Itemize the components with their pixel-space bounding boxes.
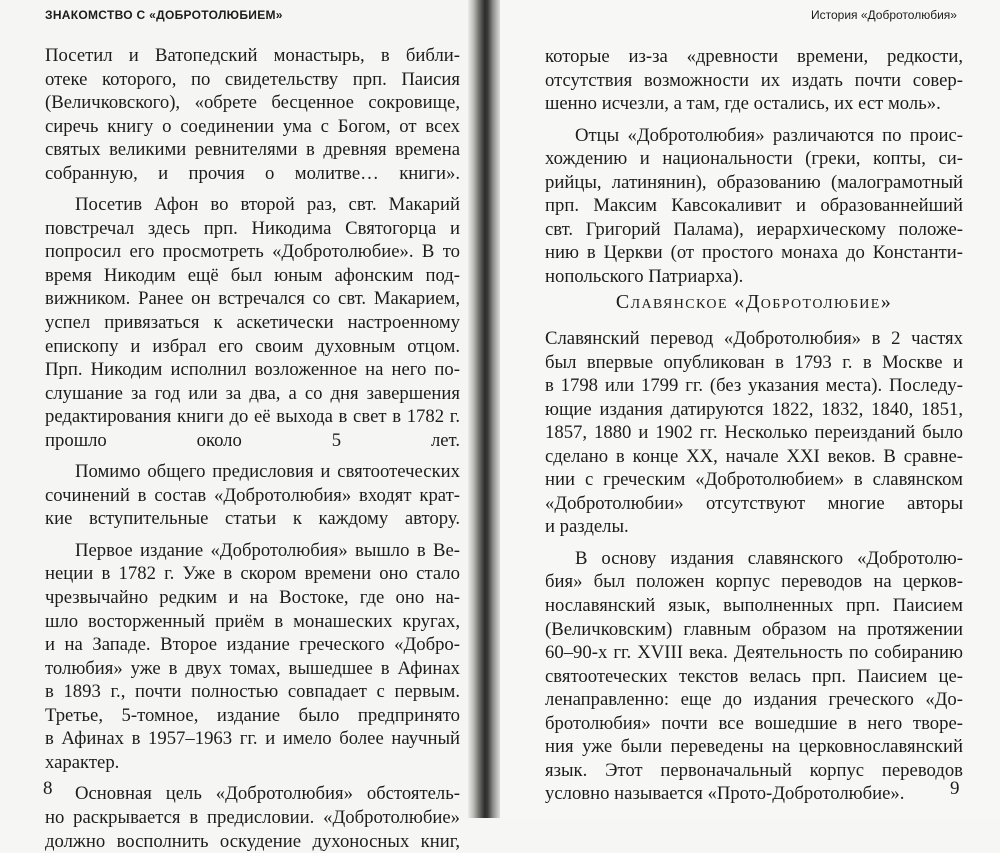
text-line: нославянский язык, выполненных прп. Паисием bbox=[545, 594, 963, 618]
text-line: Посетил и Ватопедский монастырь, в библи- bbox=[45, 44, 460, 68]
text-line: и разделы. bbox=[545, 515, 963, 539]
left-running-head: ЗНАКОМСТВО С «ДОБРОТОЛЮБИЕМ» bbox=[45, 8, 283, 22]
section-heading: Славянское «Добротолюбие» bbox=[545, 291, 963, 314]
paragraph-gap bbox=[545, 116, 963, 124]
text-line: вижником. Ранее он встречался со свт. Макарием, bbox=[45, 287, 460, 311]
text-line: шло восторженный приём в монашеских кругах, bbox=[45, 610, 460, 634]
text-line: слушание за год или за два, а со дня завершения bbox=[45, 382, 460, 406]
text-line: отеке которого, по свидетельству прп. Паисия bbox=[45, 68, 460, 92]
paragraph-gap bbox=[45, 185, 460, 193]
text-line: рийцы, латинянин), образованию (малограмотный bbox=[545, 171, 963, 195]
text-line: язык. Этот первоначальный корпус переводов bbox=[545, 759, 963, 783]
text-line: бия» был положен корпус переводов на церков- bbox=[545, 570, 963, 594]
text-line: святоотеческих текстов велась прп. Паисием це- bbox=[545, 665, 963, 689]
text-line: сделано в конце XX, начале XXI веков. В сравне- bbox=[545, 445, 963, 469]
text-line: был впервые опубликован в 1793 г. в Москве и bbox=[545, 351, 963, 375]
text-line: должно восполнить оскудение духоносных книг, bbox=[45, 830, 460, 853]
text-line: в Афинах в 1957–1963 гг. и имело более научный bbox=[45, 727, 460, 751]
text-line: которые из-за «древности времени, редкости, bbox=[545, 45, 963, 69]
left-page-text bbox=[45, 44, 460, 853]
text-line: Отцы «Добротолюбия» различаются по проис- bbox=[545, 124, 963, 148]
text-line: ния уже были переведены на церковнославянский bbox=[545, 735, 963, 759]
text-line: Посетив Афон во второй раз, свт. Макарий bbox=[45, 193, 460, 217]
text-line: редактирования книги до её выхода в свет в 1782 г. bbox=[45, 405, 460, 429]
text-line: прошло около 5 лет. bbox=[45, 429, 460, 453]
text-line: чрезвычайно редким и на Востоке, где оно на- bbox=[45, 586, 460, 610]
text-line: но раскрывается в предисловии. «Добротолюбие» bbox=[45, 806, 460, 830]
text-line: Помимо общего предисловия и святоотеческих bbox=[45, 460, 460, 484]
text-line: Прп. Никодим исполнил возложенное на него по- bbox=[45, 358, 460, 382]
right-page-number: 9 bbox=[950, 778, 960, 800]
paragraph-gap bbox=[45, 774, 460, 782]
text-line: 1857, 1880 и 1902 гг. Несколько переизданий было bbox=[545, 421, 963, 445]
text-line: нию в Церкви (от простого монаха до Константи- bbox=[545, 241, 963, 265]
text-line: нии с греческим «Добротолюбием» в славянском bbox=[545, 468, 963, 492]
text-line: (Величковским) главным образом на протяжении bbox=[545, 618, 963, 642]
text-line: 60–90-х гг. XVIII века. Деятельность по собиранию bbox=[545, 641, 963, 665]
text-line: хождению и национальности (греки, копты, си- bbox=[545, 147, 963, 171]
text-line: и на Западе. Второе издание греческого «Добро- bbox=[45, 633, 460, 657]
text-line: повстречал здесь прп. Никодима Святогорца и bbox=[45, 217, 460, 241]
text-line: Славянский перевод «Добротолюбия» в 2 частях bbox=[545, 327, 963, 351]
left-page-number: 8 bbox=[43, 778, 53, 800]
text-line: время Никодим ещё был юным афонским под- bbox=[45, 264, 460, 288]
text-line: в 1798 или 1799 гг. (без указания места). Последу- bbox=[545, 374, 963, 398]
paragraph-gap bbox=[45, 531, 460, 539]
text-line: ющие издания датируются 1822, 1832, 1840, 1851, bbox=[545, 398, 963, 422]
right-running-head: История «Добротолюбия» bbox=[811, 8, 957, 22]
left-page bbox=[0, 0, 478, 818]
text-line: святых великими ревнителями в древняя времена bbox=[45, 138, 460, 162]
text-line: сочинений в состав «Добротолюбия» входят крат- bbox=[45, 484, 460, 508]
paragraph-gap bbox=[545, 539, 963, 547]
text-line: успел привязаться к аскетически настроенному bbox=[45, 311, 460, 335]
text-line: ленаправленно: еще до издания греческого «До- bbox=[545, 688, 963, 712]
text-line: неции в 1782 г. Уже в скором времени оно стало bbox=[45, 562, 460, 586]
text-line: характер. bbox=[45, 751, 460, 775]
text-line: шенно исчезли, а там, где остались, их ест моль». bbox=[545, 92, 963, 116]
text-line: условно называется «Прото-Добротолюбие». bbox=[545, 782, 963, 806]
right-page-text-top bbox=[545, 45, 963, 288]
text-line: в 1893 г., почти полностью совпадает с первым. bbox=[45, 680, 460, 704]
text-line: Первое издание «Добротолюбия» вышло в Ве- bbox=[45, 539, 460, 563]
text-line: сиречь книгу о соединении ума с Богом, от всех bbox=[45, 115, 460, 139]
text-line: В основу издания славянского «Добротолю- bbox=[545, 547, 963, 571]
text-line: кие вступительные статьи к каждому автору. bbox=[45, 507, 460, 531]
text-line: собранную, и прочия о молитве… книги». bbox=[45, 162, 460, 186]
text-line: Третье, 5-томное, издание было предпринято bbox=[45, 704, 460, 728]
text-line: попросил его просмотреть «Добротолюбие». В то bbox=[45, 240, 460, 264]
text-line: епископу и избрал его своим духовным отцом. bbox=[45, 335, 460, 359]
text-line: прп. Максим Кавсокаливит и образованнейший bbox=[545, 194, 963, 218]
text-line: «Добротолюбии» отсутствуют многие авторы bbox=[545, 492, 963, 516]
text-line: толюбия» уже в двух томах, вышедшее в Афинах bbox=[45, 657, 460, 681]
text-line: Основная цель «Добротолюбия» обстоятель- bbox=[45, 782, 460, 806]
text-line: нопольского Патриарха). bbox=[545, 265, 963, 289]
right-page-text-bottom bbox=[545, 327, 963, 806]
text-line: (Величковского), «обрете бесценное сокровище, bbox=[45, 91, 460, 115]
text-line: отсутствия возможности их издать почти совер- bbox=[545, 69, 963, 93]
text-line: бротолюбия» почти все вошедшие в него творе- bbox=[545, 712, 963, 736]
text-line: свт. Григорий Палама), иерархическому положе- bbox=[545, 218, 963, 242]
paragraph-gap bbox=[45, 452, 460, 460]
